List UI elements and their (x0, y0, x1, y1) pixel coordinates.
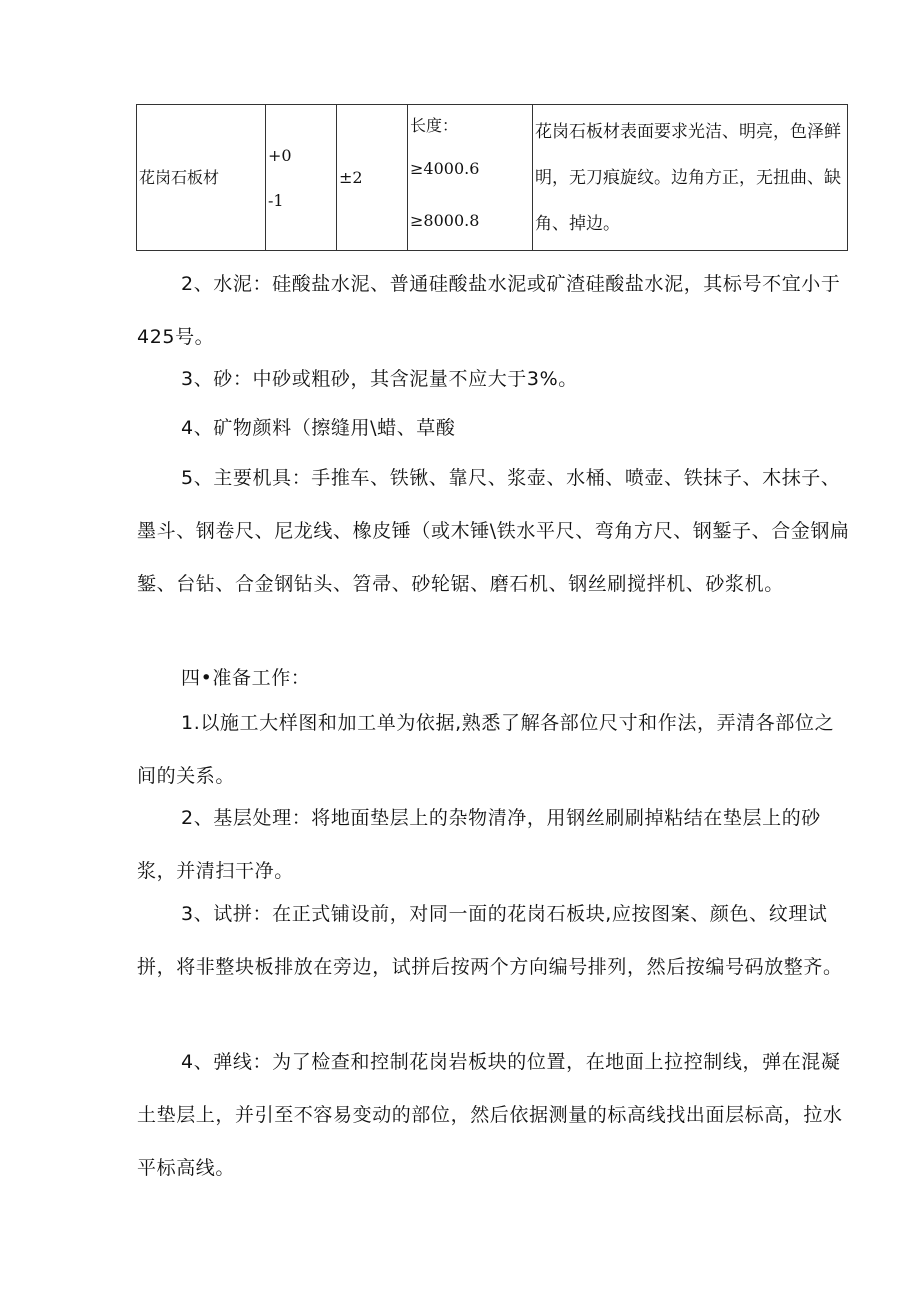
surface-requirement-text: 花岗石板材表面要求光洁、明亮，色泽鲜明，无刀痕旋纹。边角方正，无扭曲、缺角、掉边。 (535, 121, 841, 234)
thickness-tolerance-cell (266, 105, 337, 251)
material-name: 花岗石板材 (139, 168, 220, 187)
material-spec-table (136, 104, 848, 251)
material-name-cell (137, 105, 266, 251)
paragraph-trial-layout: 3、试拼：在正式铺设前，对同一面的花岗石板块,应按图案、颜色、纹理试拼，将非整块板排放在旁边，试拼后按两个方向编号排列，然后按编号码放整齐。 (137, 903, 843, 978)
surface-requirement-cell (533, 105, 848, 251)
length-spec-cell (408, 105, 533, 251)
paragraph-line-marking: 4、弹线：为了检查和控制花岗岩板块的位置，在地面上拉控制线，弹在混凝土垫层上，并引至不容易变动的部位，然后依据测量的标高线找出面层标高，拉水平标高线。 (137, 1051, 843, 1179)
thickness-upper: +0 (268, 145, 292, 165)
thickness-lower: -1 (268, 190, 284, 210)
flatness-value: ±2 (339, 168, 363, 187)
length-value-2: ≥8000.8 (410, 210, 480, 230)
paragraph-sand: 3、砂：中砂或粗砂，其含泥量不应大于3%。 (181, 368, 578, 390)
paragraph-drawings: 1.以施工大样图和加工单为依据,熟悉了解各部位尺寸和作法，弄清各部位之间的关系。 (137, 712, 835, 787)
paragraph-cement: 2、水泥：硅酸盐水泥、普通硅酸盐水泥或矿渣硅酸盐水泥，其标号不宜小于425号。 (137, 273, 841, 348)
paragraph-tools: 5、主要机具：手推车、铁锹、靠尺、浆壶、水桶、喷壶、铁抹子、木抹子、墨斗、钢卷尺、尼龙线、橡皮锤（或木锤\铁水平尺、弯角方尺、钢錾子、合金钢扁錾、台钻、合金钢钻头、笤帚、砂轮锯、磨石机、钢丝刷搅拌机、砂浆机。 (137, 467, 850, 595)
length-label: 长度： (410, 115, 459, 135)
paragraph-base-treatment: 2、基层处理：将地面垫层上的杂物清净，用钢丝刷刷掉粘结在垫层上的砂浆，并清扫干净。 (137, 807, 821, 882)
paragraph-pigment: 4、矿物颜料（擦缝用\蜡、草酸 (181, 417, 456, 439)
length-value-1: ≥4000.6 (410, 158, 480, 178)
section-heading-preparation: 四•准备工作： (181, 667, 311, 689)
flatness-tolerance-cell (337, 105, 408, 251)
table-row (137, 105, 848, 251)
